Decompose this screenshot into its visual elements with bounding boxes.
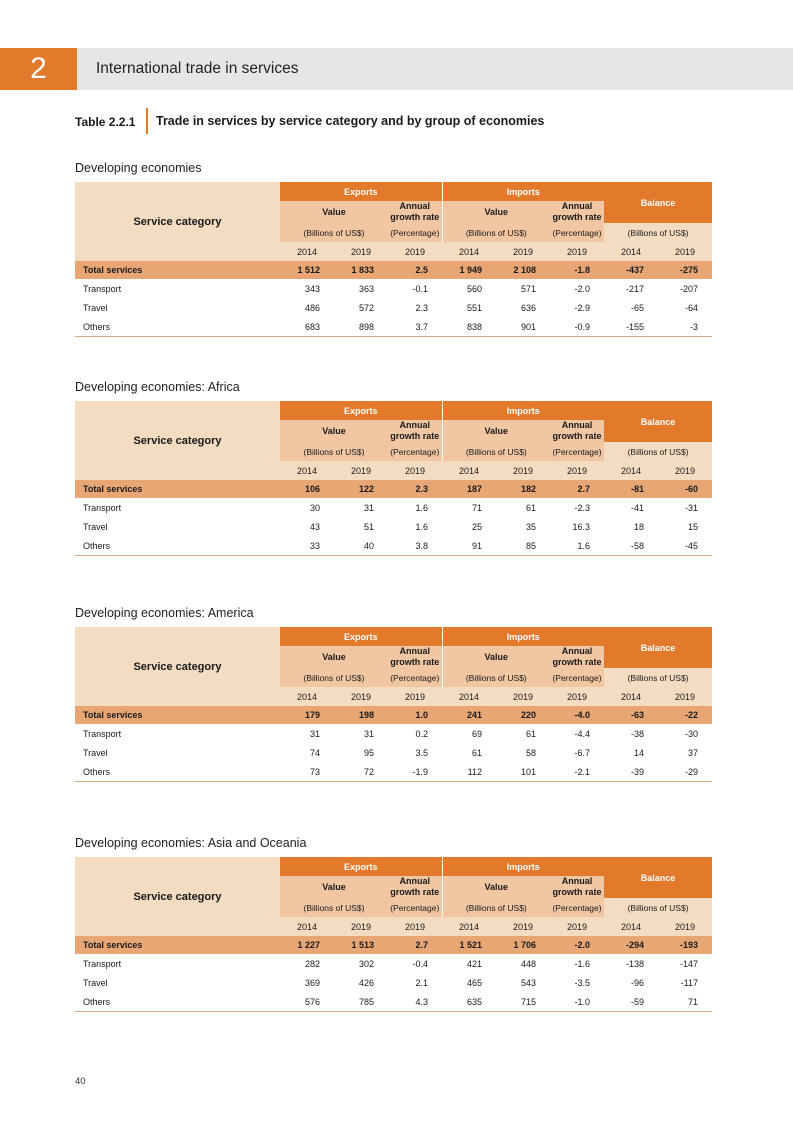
- table-row: [75, 317, 712, 337]
- data-cell: 2.7: [550, 480, 604, 498]
- data-cell: 241: [442, 706, 496, 724]
- chapter-header: [0, 48, 793, 90]
- data-cell: 122: [334, 480, 388, 498]
- year-header: 2019: [550, 242, 604, 261]
- row-label: Travel: [75, 743, 280, 762]
- data-cell: 31: [334, 724, 388, 743]
- data-cell: 1 521: [442, 936, 496, 954]
- data-cell: -437: [604, 261, 658, 279]
- data-cell: -207: [658, 279, 712, 298]
- data-cell: 58: [496, 743, 550, 762]
- section-title: Developing economies: [75, 161, 202, 175]
- year-header: 2014: [604, 242, 658, 261]
- data-cell: 369: [280, 973, 334, 992]
- data-cell: 2.1: [388, 973, 442, 992]
- data-cell: -59: [604, 992, 658, 1012]
- data-cell: -45: [658, 536, 712, 556]
- data-cell: 3.5: [388, 743, 442, 762]
- year-header: 2019: [388, 242, 442, 261]
- exports-header: Exports: [280, 857, 442, 876]
- exports-growth-unit: (Percentage): [388, 898, 442, 917]
- year-header: 2014: [280, 242, 334, 261]
- data-cell: 72: [334, 762, 388, 782]
- data-cell: 1 227: [280, 936, 334, 954]
- imports-unit: (Billions of US$): [442, 223, 550, 242]
- growth-label-line2: growth rate: [552, 887, 602, 897]
- page-number: 40: [75, 1076, 86, 1087]
- table-row: [75, 706, 712, 724]
- trade-table: [75, 401, 712, 556]
- year-header: 2019: [388, 917, 442, 936]
- data-cell: -117: [658, 973, 712, 992]
- balance-unit: (Billions of US$): [604, 898, 712, 917]
- data-cell: 635: [442, 992, 496, 1012]
- row-label: Transport: [75, 279, 280, 298]
- year-header: 2019: [658, 687, 712, 706]
- data-cell: 73: [280, 762, 334, 782]
- data-cell: 112: [442, 762, 496, 782]
- exports-growth-header: [388, 646, 442, 668]
- data-cell: -2.1: [550, 762, 604, 782]
- data-cell: 61: [442, 743, 496, 762]
- data-cell: -31: [658, 498, 712, 517]
- data-cell: 51: [334, 517, 388, 536]
- year-header: 2014: [442, 461, 496, 480]
- growth-label-line2: growth rate: [390, 212, 440, 222]
- imports-growth-header: [550, 201, 604, 223]
- row-label: Total services: [75, 706, 280, 724]
- table-row: [75, 261, 712, 279]
- data-cell: 25: [442, 517, 496, 536]
- data-cell: 343: [280, 279, 334, 298]
- year-header: 2019: [334, 242, 388, 261]
- data-cell: -1.9: [388, 762, 442, 782]
- imports-growth-header: [550, 420, 604, 442]
- imports-header: Imports: [442, 182, 604, 201]
- data-cell: -2.0: [550, 936, 604, 954]
- growth-label-line1: Annual: [399, 420, 431, 430]
- year-header: 2014: [280, 917, 334, 936]
- data-cell: -81: [604, 480, 658, 498]
- table-row: [75, 298, 712, 317]
- table-row: [75, 480, 712, 498]
- data-cell: -147: [658, 954, 712, 973]
- data-cell: -39: [604, 762, 658, 782]
- year-header: 2019: [388, 687, 442, 706]
- year-header: 2019: [658, 242, 712, 261]
- data-cell: 14: [604, 743, 658, 762]
- imports-header: Imports: [442, 857, 604, 876]
- exports-unit: (Billions of US$): [280, 668, 388, 687]
- data-cell: 683: [280, 317, 334, 337]
- exports-growth-unit: (Percentage): [388, 668, 442, 687]
- data-cell: 3.7: [388, 317, 442, 337]
- balance-unit: (Billions of US$): [604, 223, 712, 242]
- year-header: 2014: [280, 687, 334, 706]
- data-cell: 2.7: [388, 936, 442, 954]
- year-header: 2019: [334, 917, 388, 936]
- data-cell: -30: [658, 724, 712, 743]
- imports-value-header: Value: [442, 201, 550, 223]
- year-header: 2014: [442, 687, 496, 706]
- year-header: 2014: [604, 917, 658, 936]
- year-header: 2019: [550, 687, 604, 706]
- data-cell: 4.3: [388, 992, 442, 1012]
- data-cell: 69: [442, 724, 496, 743]
- data-cell: -29: [658, 762, 712, 782]
- growth-label-line1: Annual: [399, 646, 431, 656]
- table-row: [75, 973, 712, 992]
- data-cell: -2.9: [550, 298, 604, 317]
- data-cell: 35: [496, 517, 550, 536]
- data-cell: -3: [658, 317, 712, 337]
- year-header: 2019: [550, 917, 604, 936]
- data-cell: 486: [280, 298, 334, 317]
- data-cell: -22: [658, 706, 712, 724]
- data-cell: -64: [658, 298, 712, 317]
- data-cell: 426: [334, 973, 388, 992]
- data-cell: -4.4: [550, 724, 604, 743]
- year-header: 2019: [496, 461, 550, 480]
- chapter-title: International trade in services: [96, 60, 299, 77]
- data-cell: -2.3: [550, 498, 604, 517]
- growth-label-line1: Annual: [399, 876, 431, 886]
- year-header: 2019: [496, 687, 550, 706]
- data-cell: 543: [496, 973, 550, 992]
- data-cell: -41: [604, 498, 658, 517]
- imports-value-header: Value: [442, 646, 550, 668]
- data-cell: 61: [496, 724, 550, 743]
- imports-value-header: Value: [442, 876, 550, 898]
- data-cell: 560: [442, 279, 496, 298]
- data-cell: -6.7: [550, 743, 604, 762]
- data-cell: -38: [604, 724, 658, 743]
- exports-unit: (Billions of US$): [280, 442, 388, 461]
- data-cell: -4.0: [550, 706, 604, 724]
- growth-label-line2: growth rate: [390, 657, 440, 667]
- exports-growth-unit: (Percentage): [388, 442, 442, 461]
- table-row: [75, 936, 712, 954]
- imports-header: Imports: [442, 401, 604, 420]
- growth-label-line1: Annual: [399, 201, 431, 211]
- imports-growth-header: [550, 646, 604, 668]
- table-title-separator: [146, 108, 148, 134]
- data-cell: 0.2: [388, 724, 442, 743]
- data-cell: -1.0: [550, 992, 604, 1012]
- exports-growth-header: [388, 201, 442, 223]
- table-row: [75, 498, 712, 517]
- data-cell: 785: [334, 992, 388, 1012]
- table-row: [75, 992, 712, 1012]
- data-cell: 1 512: [280, 261, 334, 279]
- exports-value-header: Value: [280, 646, 388, 668]
- exports-header: Exports: [280, 401, 442, 420]
- row-label: Total services: [75, 480, 280, 498]
- data-cell: 187: [442, 480, 496, 498]
- growth-label-line2: growth rate: [552, 657, 602, 667]
- data-cell: -217: [604, 279, 658, 298]
- data-cell: 179: [280, 706, 334, 724]
- data-cell: -294: [604, 936, 658, 954]
- year-header: 2019: [550, 461, 604, 480]
- year-header: 2014: [604, 687, 658, 706]
- row-label: Others: [75, 762, 280, 782]
- table-row: [75, 954, 712, 973]
- row-label: Others: [75, 992, 280, 1012]
- growth-label-line2: growth rate: [552, 212, 602, 222]
- table-row: [75, 279, 712, 298]
- chapter-title-bar: [77, 48, 793, 90]
- year-header: 2019: [334, 687, 388, 706]
- table-row: [75, 743, 712, 762]
- data-cell: 448: [496, 954, 550, 973]
- section-title: Developing economies: America: [75, 606, 254, 620]
- year-header: 2014: [442, 242, 496, 261]
- table-row: [75, 536, 712, 556]
- data-cell: 1 513: [334, 936, 388, 954]
- data-cell: -58: [604, 536, 658, 556]
- data-cell: -3.5: [550, 973, 604, 992]
- row-label: Transport: [75, 724, 280, 743]
- year-header: 2019: [496, 917, 550, 936]
- exports-header: Exports: [280, 627, 442, 646]
- data-cell: 898: [334, 317, 388, 337]
- service-category-header: Service category: [75, 401, 280, 480]
- data-cell: 101: [496, 762, 550, 782]
- data-cell: 2.3: [388, 480, 442, 498]
- imports-growth-unit: (Percentage): [550, 898, 604, 917]
- exports-growth-unit: (Percentage): [388, 223, 442, 242]
- data-cell: 74: [280, 743, 334, 762]
- data-cell: 571: [496, 279, 550, 298]
- data-cell: -96: [604, 973, 658, 992]
- table-row: [75, 762, 712, 782]
- imports-growth-unit: (Percentage): [550, 668, 604, 687]
- exports-unit: (Billions of US$): [280, 898, 388, 917]
- growth-label-line1: Annual: [561, 420, 593, 430]
- data-cell: -60: [658, 480, 712, 498]
- data-cell: 576: [280, 992, 334, 1012]
- service-category-header: Service category: [75, 627, 280, 706]
- data-cell: 18: [604, 517, 658, 536]
- data-cell: 901: [496, 317, 550, 337]
- trade-table: [75, 627, 712, 782]
- data-cell: 1.0: [388, 706, 442, 724]
- row-label: Travel: [75, 973, 280, 992]
- data-cell: 71: [442, 498, 496, 517]
- data-cell: 2 108: [496, 261, 550, 279]
- year-header: 2019: [658, 917, 712, 936]
- data-cell: 421: [442, 954, 496, 973]
- data-cell: 40: [334, 536, 388, 556]
- data-cell: 3.8: [388, 536, 442, 556]
- data-cell: 2.3: [388, 298, 442, 317]
- data-cell: 302: [334, 954, 388, 973]
- chapter-number: 2: [0, 48, 77, 90]
- data-cell: 2.5: [388, 261, 442, 279]
- exports-value-header: Value: [280, 876, 388, 898]
- data-cell: 15: [658, 517, 712, 536]
- data-cell: 1 833: [334, 261, 388, 279]
- data-cell: 95: [334, 743, 388, 762]
- year-header: 2019: [334, 461, 388, 480]
- data-cell: 182: [496, 480, 550, 498]
- year-header: 2014: [280, 461, 334, 480]
- balance-header: Balance: [604, 401, 712, 442]
- exports-value-header: Value: [280, 420, 388, 442]
- imports-growth-header: [550, 876, 604, 898]
- imports-unit: (Billions of US$): [442, 898, 550, 917]
- year-header: 2014: [442, 917, 496, 936]
- balance-header: Balance: [604, 182, 712, 223]
- data-cell: 465: [442, 973, 496, 992]
- data-cell: -1.8: [550, 261, 604, 279]
- data-cell: -1.6: [550, 954, 604, 973]
- data-cell: 282: [280, 954, 334, 973]
- section-title: Developing economies: Asia and Oceania: [75, 836, 307, 850]
- growth-label-line2: growth rate: [390, 887, 440, 897]
- data-cell: 551: [442, 298, 496, 317]
- year-header: 2019: [388, 461, 442, 480]
- imports-growth-unit: (Percentage): [550, 223, 604, 242]
- exports-growth-header: [388, 420, 442, 442]
- growth-label-line1: Annual: [561, 201, 593, 211]
- data-cell: -0.9: [550, 317, 604, 337]
- data-cell: 43: [280, 517, 334, 536]
- growth-label-line1: Annual: [561, 876, 593, 886]
- data-cell: -0.1: [388, 279, 442, 298]
- data-cell: 363: [334, 279, 388, 298]
- exports-header: Exports: [280, 182, 442, 201]
- row-label: Travel: [75, 517, 280, 536]
- balance-header: Balance: [604, 627, 712, 668]
- imports-unit: (Billions of US$): [442, 442, 550, 461]
- data-cell: 31: [334, 498, 388, 517]
- year-header: 2014: [604, 461, 658, 480]
- trade-table: [75, 182, 712, 337]
- data-cell: 715: [496, 992, 550, 1012]
- data-cell: 1.6: [388, 498, 442, 517]
- service-category-header: Service category: [75, 182, 280, 261]
- table-row: [75, 724, 712, 743]
- imports-header: Imports: [442, 627, 604, 646]
- data-cell: -193: [658, 936, 712, 954]
- row-label: Total services: [75, 261, 280, 279]
- row-label: Transport: [75, 954, 280, 973]
- growth-label-line2: growth rate: [552, 431, 602, 441]
- year-header: 2019: [496, 242, 550, 261]
- row-label: Transport: [75, 498, 280, 517]
- exports-value-header: Value: [280, 201, 388, 223]
- data-cell: 838: [442, 317, 496, 337]
- data-cell: 31: [280, 724, 334, 743]
- row-label: Total services: [75, 936, 280, 954]
- data-cell: 37: [658, 743, 712, 762]
- data-cell: 91: [442, 536, 496, 556]
- imports-value-header: Value: [442, 420, 550, 442]
- data-cell: 220: [496, 706, 550, 724]
- data-cell: 71: [658, 992, 712, 1012]
- data-cell: -155: [604, 317, 658, 337]
- data-cell: 572: [334, 298, 388, 317]
- table-number: Table 2.2.1: [75, 115, 136, 129]
- data-cell: -2.0: [550, 279, 604, 298]
- row-label: Others: [75, 536, 280, 556]
- data-cell: -65: [604, 298, 658, 317]
- data-cell: 33: [280, 536, 334, 556]
- data-cell: 1 706: [496, 936, 550, 954]
- balance-unit: (Billions of US$): [604, 442, 712, 461]
- data-cell: 16.3: [550, 517, 604, 536]
- data-cell: 198: [334, 706, 388, 724]
- imports-growth-unit: (Percentage): [550, 442, 604, 461]
- imports-unit: (Billions of US$): [442, 668, 550, 687]
- exports-unit: (Billions of US$): [280, 223, 388, 242]
- growth-label-line2: growth rate: [390, 431, 440, 441]
- data-cell: 106: [280, 480, 334, 498]
- balance-header: Balance: [604, 857, 712, 898]
- data-cell: -275: [658, 261, 712, 279]
- year-header: 2019: [658, 461, 712, 480]
- data-cell: 1 949: [442, 261, 496, 279]
- section-title: Developing economies: Africa: [75, 380, 240, 394]
- data-cell: 636: [496, 298, 550, 317]
- data-cell: 1.6: [388, 517, 442, 536]
- exports-growth-header: [388, 876, 442, 898]
- data-cell: 30: [280, 498, 334, 517]
- service-category-header: Service category: [75, 857, 280, 936]
- trade-table: [75, 857, 712, 1012]
- table-row: [75, 517, 712, 536]
- data-cell: 61: [496, 498, 550, 517]
- data-cell: 85: [496, 536, 550, 556]
- table-name: Trade in services by service category and by group of economies: [156, 114, 545, 128]
- data-cell: -63: [604, 706, 658, 724]
- growth-label-line1: Annual: [561, 646, 593, 656]
- data-cell: -138: [604, 954, 658, 973]
- row-label: Others: [75, 317, 280, 337]
- balance-unit: (Billions of US$): [604, 668, 712, 687]
- data-cell: 1.6: [550, 536, 604, 556]
- data-cell: -0.4: [388, 954, 442, 973]
- row-label: Travel: [75, 298, 280, 317]
